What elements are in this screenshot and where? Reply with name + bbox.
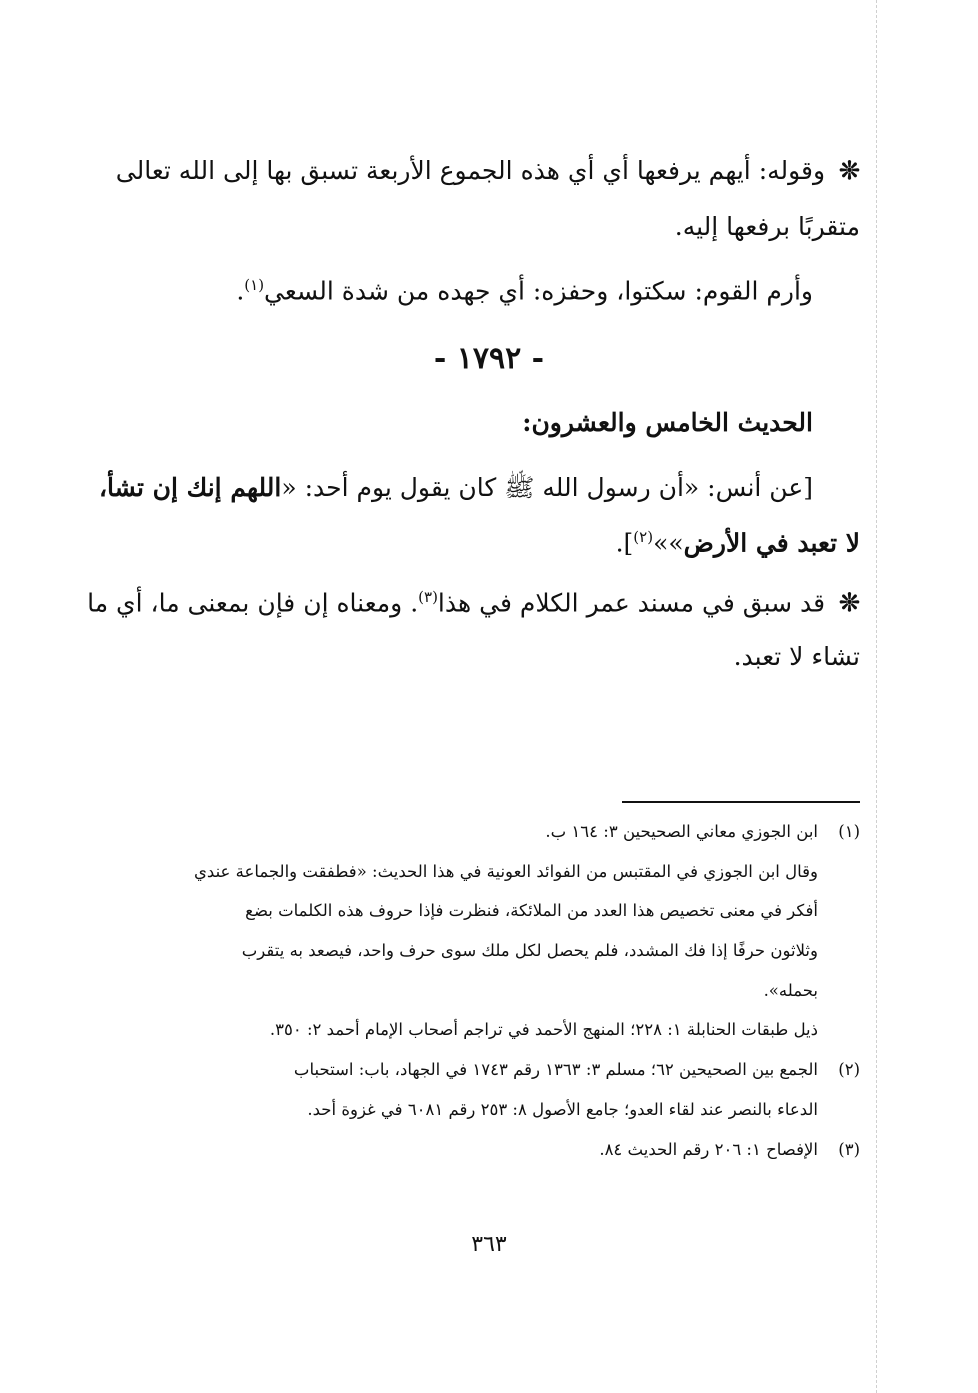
footnote-1-line4: وثلاثون حرفًا إذا فك المشدد، فلم يحصل لكل ملك سوى حرف واحد، فيصعد به يتقرب xyxy=(241,941,818,960)
asterism-icon: ❊ xyxy=(839,156,860,185)
footnote-1-line6: ذيل طبقات الحنابلة ١: ٢٢٨؛ المنهج الأحمد في تراجم أصحاب الإمام أحمد ٢: ٣٥٠. xyxy=(269,1020,818,1039)
hadith-line2-end: ]. xyxy=(615,528,634,558)
footnote-2-line2: الدعاء بالنصر عند لقاء العدو؛ جامع الأصول ٨: ٢٥٣ رقم ٦٠٨١ في غزوة أحد. xyxy=(307,1100,818,1119)
footnote-2-line1: الجمع بين الصحيحين ٦٢؛ مسلم ٣: ١٣٦٣ رقم ١٧٤٣ في الجهاد، باب: استحباب xyxy=(293,1060,818,1079)
footnote-separator xyxy=(622,801,860,803)
footnote-1-line1: ابن الجوزي معاني الصحيحين ٣: ١٦٤ ب. xyxy=(545,822,818,841)
hadith-line2-close: »» xyxy=(653,528,684,558)
para3-line1-a: قد سبق في مسند عمر الكلام في هذا xyxy=(437,588,826,618)
hadith-line1 xyxy=(98,472,813,509)
footnote-ref-2: (٢) xyxy=(633,528,654,546)
footnote-ref-3: (٣) xyxy=(418,588,438,606)
hadith-line1-intro: [عن أنس: «أن رسول الله ﷺ كان يقول يوم أحد: « xyxy=(281,473,813,502)
para3-line1-b: . ومعناه إن فإن بمعنى ما، أي ما xyxy=(87,588,419,618)
footnote-1-number: (١) xyxy=(838,822,860,841)
footnote-3-number: (٣) xyxy=(838,1140,860,1159)
footnote-1-line5: بحمله». xyxy=(763,981,818,1000)
para2-end: . xyxy=(236,276,245,306)
page-number: ٣٦٣ xyxy=(471,1232,507,1257)
para1-line1-text: وقوله: أيهم يرفعها أي أي هذه الجموع الأربعة تسبق بها إلى الله تعالى xyxy=(115,156,826,185)
para1-line2: متقربًا برفعها إليه. xyxy=(674,212,860,241)
para3-line2: تشاء لا تعبد. xyxy=(733,642,860,671)
footnote-1-line3: أفكر في معنى تخصيص هذا العدد من الملائكة، فنظرت فإذا حروف هذه الكلمات بضع xyxy=(245,901,818,920)
para3-line1 xyxy=(87,588,860,618)
para2 xyxy=(93,276,813,305)
footnote-ref-1: (١) xyxy=(244,276,265,294)
footnote-3-line1: الإفصاح ١: ٢٠٦ رقم الحديث ٨٤. xyxy=(599,1140,818,1159)
hadith-number: - ١٧٩٢ - xyxy=(433,341,545,376)
para2-text: وأرم القوم: سكتوا، وحفزه: أي جهده من شدة السعي xyxy=(264,276,813,306)
asterism-icon: ❊ xyxy=(839,588,860,618)
para1-line1 xyxy=(115,156,860,185)
hadith-line2 xyxy=(140,528,860,557)
hadith-line1-quote: اللهم إنك إن تشأ، xyxy=(98,473,282,502)
section-heading: الحديث الخامس والعشرون: xyxy=(522,408,813,437)
page-edge-line xyxy=(876,0,877,1393)
hadith-line2-quote: لا تعبد في الأرض xyxy=(683,528,860,558)
footnote-1-line2: وقال ابن الجوزي في المقتبس من الفوائد العونية في هذا الحديث: «فطفقت والجماعة عندي xyxy=(194,862,818,881)
footnote-2-number: (٢) xyxy=(838,1060,860,1079)
